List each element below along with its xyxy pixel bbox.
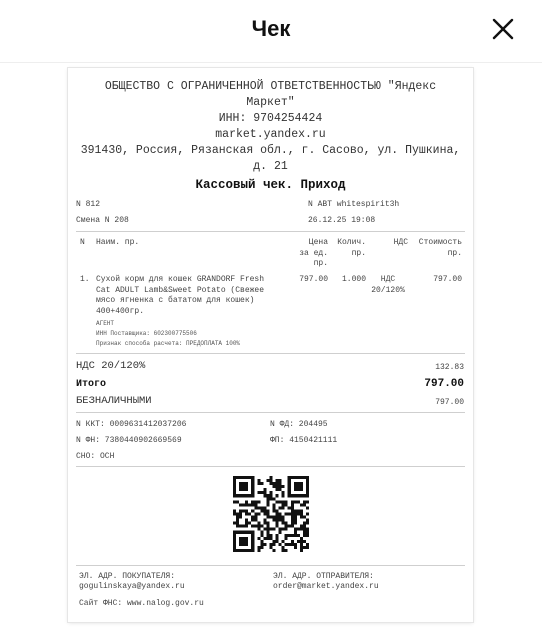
fn-number: N ФН: 7380440902669569 [76,436,182,445]
item-qty: 1.000 [341,275,366,284]
divider [76,412,465,413]
receipt-datetime: 26.12.25 19:08 [308,216,376,225]
cashless-value: 797.00 [435,398,464,407]
page-title: Чек [251,16,291,41]
col-header-cost: Стоимость пр. [418,238,462,258]
receipt-header [68,79,473,193]
sender-email: order@market.yandex.ru [273,582,379,591]
vat-label: НДС 20/120% [76,360,146,372]
buyer-email-label: ЭЛ. АДР. ПОКУПАТЕЛЯ: [79,572,176,581]
item-n: 1. [80,275,90,284]
cashless-label: БЕЗНАЛИЧНЫМИ [76,395,152,407]
receipt [68,68,473,622]
header-bar [0,0,542,63]
sender-email-label: ЭЛ. АДР. ОТПРАВИТЕЛЯ: [273,572,374,581]
item-supplier-inn: ИНН Поставщика: 602300775506 [96,330,197,337]
fns-site: Сайт ФНС: www.nalog.gov.ru [79,599,204,608]
avt-number: N АВТ whitespirit3h [308,200,400,209]
fd-number: N ФД: 204495 [270,420,328,429]
fp-number: ФП: 4150421111 [270,436,338,445]
inn: ИНН: 9704254424 [218,112,323,125]
address-line-2: д. 21 [253,160,288,173]
address-line-1: 391430, Россия, Рязанская обл., г. Сасово, ул. Пушкина, [80,144,461,157]
site: market.yandex.ru [215,128,326,141]
shift-number: Смена N 208 [76,216,129,225]
org-name-line-2: Маркет" [246,96,295,109]
divider [76,353,465,354]
item-payment-method: Признак способа расчета: ПРЕДОПЛАТА 100% [96,340,241,347]
col-header-n: N [80,238,85,247]
col-header-qty: Колич. пр. [337,238,366,258]
receipt-title: Кассовый чек. Приход [195,178,346,192]
buyer-email: gogulinskaya@yandex.ru [79,582,185,591]
total-value: 797.00 [424,378,464,390]
item-agent: АГЕНТ [96,320,115,327]
vat-value: 132.83 [435,363,464,372]
col-header-vat: НДС [393,238,408,247]
divider [76,466,465,467]
qr-code [233,476,309,552]
total-label: Итого [76,379,107,390]
item-vat: НДС 20/120% [371,275,405,295]
kkt-number: N ККТ: 0009631412037206 [76,420,187,429]
divider [76,231,465,232]
col-header-price: Цена за ед. пр. [299,238,328,268]
sno: СНО: ОСН [76,452,115,461]
close-icon[interactable] [489,15,517,43]
divider [76,565,465,566]
item-price: 797.00 [299,275,328,284]
receipt-number: N 812 [76,200,101,209]
org-name-line-1: ОБЩЕСТВО С ОГРАНИЧЕННОЙ ОТВЕТСТВЕННОСТЬЮ "Яндекс [104,80,437,93]
col-header-name: Наим. пр. [96,238,140,247]
item-cost: 797.00 [433,275,462,284]
item-name: Сухой корм для кошек GRANDORF Fresh Cat ADULT Lamb&Sweet Potato (Свежее мясо ягненка с бататом для кошек) 400+400гр. [96,275,265,316]
